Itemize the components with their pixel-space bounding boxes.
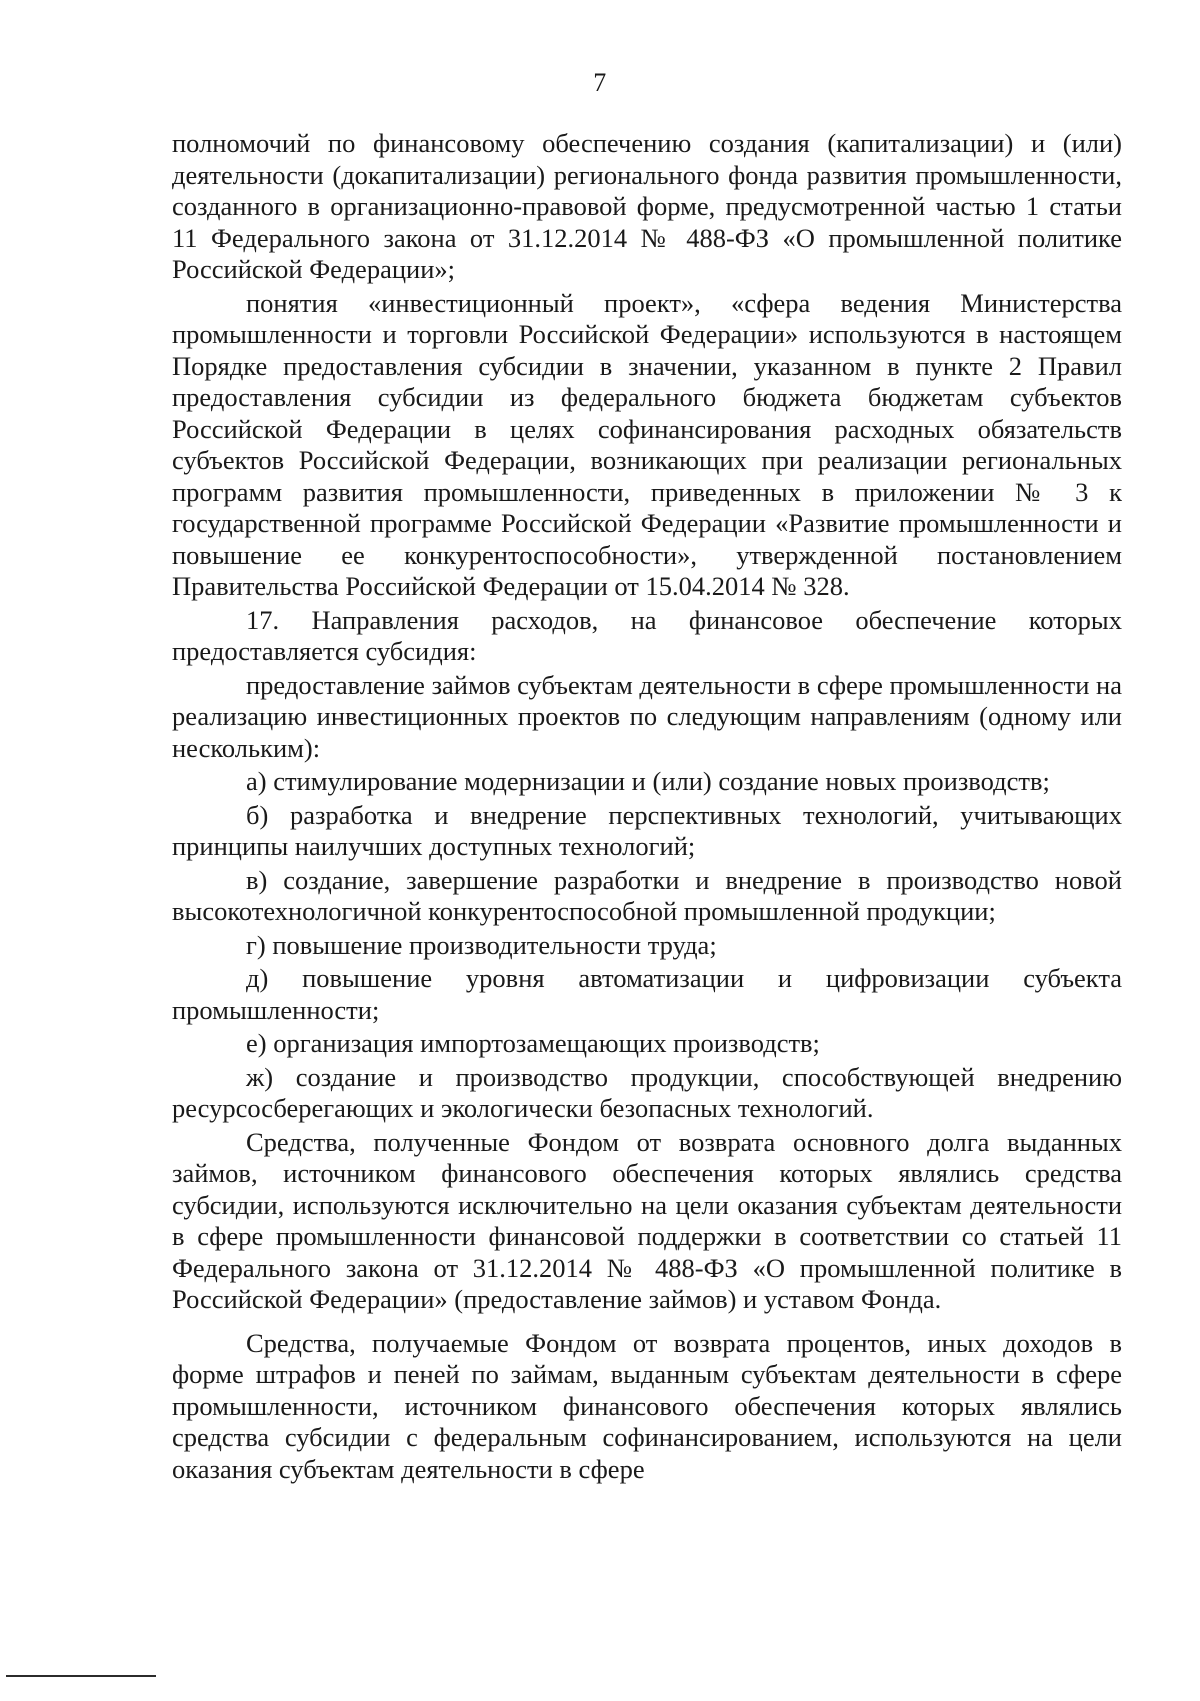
paragraph-interest-income: Средства, получаемые Фондом от возврата процентов, иных доходов в форме штрафов и пеней по займам, выданным субъектам деятельности в сфере промышленности, источником финансового обеспечения которых являлись средства субсидии с федеральным софинансированием, используются на цели оказания субъектам деятельности в сфере [172, 1327, 1122, 1484]
list-item-v: в) создание, завершение разработки и внедрение в производство новой высокотехнологичной конкурентоспособной промышленной продукции; [172, 864, 1122, 926]
paragraph-item-17: 17. Направления расходов, на финансовое обеспечение которых предоставляется субсидия: [172, 604, 1122, 666]
page-number: 7 [593, 68, 607, 97]
paragraph-continuation: полномочий по финансовому обеспечению создания (капитализации) и (или) деятельности (докапитализации) регионального фонда развития промышленности, созданного в организационно-правовой форме, предусмотренной частью 1 статьи 11 Федерального закона от 31.12.2014 № 488-ФЗ «О промышленной политике Российской Федерации»; [172, 128, 1122, 284]
document-body [172, 128, 1122, 1487]
list-item-b: б) разработка и внедрение перспективных технологий, учитывающих принципы наилучших доступных технологий; [172, 799, 1122, 861]
list-item-d: д) повышение уровня автоматизации и цифровизации субъекта промышленности; [172, 963, 1122, 1025]
footer-rule [6, 1675, 156, 1677]
list-item-e: е) организация импортозамещающих производств; [246, 1028, 820, 1058]
list-item-g: г) повышение производительности труда; [246, 929, 717, 960]
paragraph-principal-repayment: Средства, полученные Фондом от возврата основного долга выданных займов, источником финансового обеспечения которых являлись средства субсидии, используются исключительно на цели оказания субъектам деятельности в сфере промышленности финансовой поддержки в соответствии со статьей 11 Федерального закона от 31.12.2014 № 488-ФЗ «О промышленной политике в Российской Федерации» (предоставление займов) и уставом Фонда. [172, 1126, 1122, 1314]
list-item-a: а) стимулирование модернизации и (или) создание новых производств; [246, 766, 1050, 796]
paragraph-definitions: понятия «инвестиционный проект», «сфера ведения Министерства промышленности и торговли Российской Федерации» используются в настоящем Порядке предоставления субсидии в значении, указанном в пункте 2 Правил предоставления субсидии из федерального бюджета бюджетам субъектов Российской Федерации в целях софинансирования расходных обязательств субъектов Российской Федерации, возникающих при реализации региональных программ развития промышленности, приведенных в приложении № 3 к государственной программе Российской Федерации «Развитие промышленности и повышение ее конкурентоспособности», утвержденной постановлением Правительства Российской Федерации от 15.04.2014 № 328. [172, 287, 1122, 601]
list-item-zh: ж) создание и производство продукции, способствующей внедрению ресурсосберегающих и экологически безопасных технологий. [172, 1061, 1122, 1123]
paragraph-loans: предоставление займов субъектам деятельности в сфере промышленности на реализацию инвестиционных проектов по следующим направлениям (одному или нескольким): [172, 669, 1122, 763]
